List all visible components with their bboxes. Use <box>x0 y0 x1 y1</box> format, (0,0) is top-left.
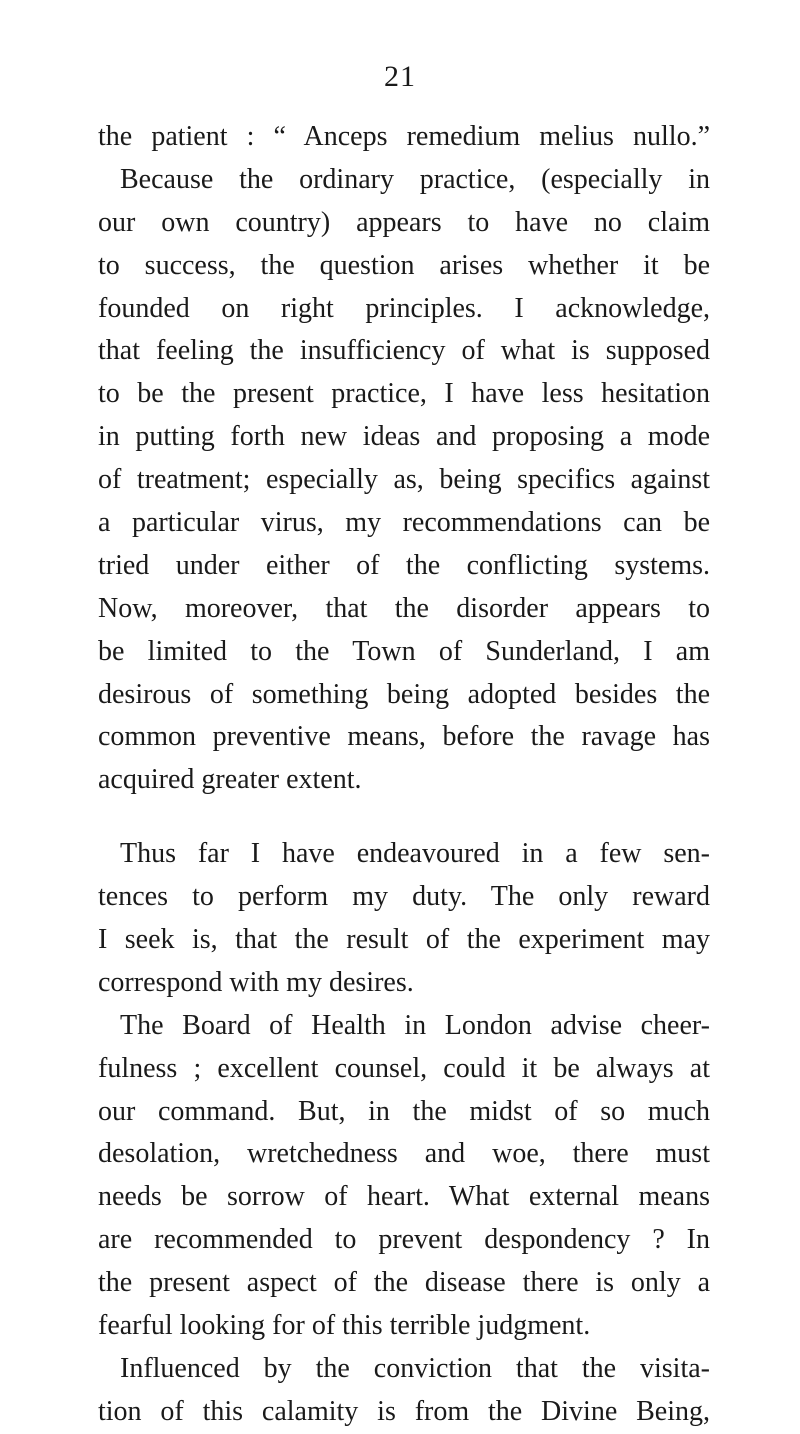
text-line: tried under either of the conflicting systems. <box>98 549 710 581</box>
text-line: Now, moreover, that the disorder appears to <box>98 592 710 624</box>
text-line: to be the present practice, I have less hesitation <box>98 378 710 410</box>
text-line: Thus far I have endeavoured in a few sen- <box>120 838 710 870</box>
text-line: of treatment; especially as, being specifics against <box>98 464 710 496</box>
paragraph-1 <box>98 116 710 159</box>
body-text <box>98 116 710 1434</box>
text-line: Influenced by the conviction that the visita- <box>120 1352 710 1384</box>
paragraph-4 <box>98 1005 710 1348</box>
text-line: tion of this calamity is from the Divine Being, <box>98 1395 710 1427</box>
text-line: Because the ordinary practice, (especially in <box>120 163 710 195</box>
text-line: a particular virus, my recommendations can be <box>98 507 710 539</box>
paragraph-5 <box>98 1348 710 1434</box>
text-line: founded on right principles. I acknowledge, <box>98 292 710 324</box>
text-line: acquired greater extent. <box>98 764 362 796</box>
text-line: the patient : “ Anceps remedium melius nullo.” <box>98 121 710 152</box>
text-line: desirous of something being adopted besides the <box>98 678 710 710</box>
text-line: desolation, wretchedness and woe, there must <box>98 1138 710 1170</box>
text-line: fulness ; excellent counsel, could it be always at <box>98 1052 710 1084</box>
text-line: are recommended to prevent despondency ? In <box>98 1224 710 1256</box>
text-line: to success, the question arises whether it be <box>98 249 710 281</box>
text-line: the present aspect of the disease there is only a <box>98 1267 710 1299</box>
paragraph-3 <box>98 833 710 1005</box>
paragraph-gap <box>98 802 710 833</box>
paragraph-2 <box>98 159 710 802</box>
text-line: in putting forth new ideas and proposing a mode <box>98 421 710 453</box>
text-line: be limited to the Town of Sunderland, I am <box>98 635 710 667</box>
text-line: fearful looking for of this terrible judgment. <box>98 1310 591 1342</box>
text-line: I seek is, that the result of the experiment may <box>98 924 710 956</box>
text-line: our command. But, in the midst of so much <box>98 1095 710 1127</box>
text-line: our own country) appears to have no claim <box>98 206 710 238</box>
text-line: that feeling the insufficiency of what is supposed <box>98 335 710 367</box>
text-line: common preventive means, before the ravage has <box>98 721 710 753</box>
text-line: The Board of Health in London advise cheer- <box>120 1009 710 1041</box>
text-line: needs be sorrow of heart. What external means <box>98 1181 710 1213</box>
text-line: correspond with my desires. <box>98 966 414 998</box>
text-line: tences to perform my duty. The only reward <box>98 881 710 913</box>
page-number: 21 <box>384 60 416 93</box>
